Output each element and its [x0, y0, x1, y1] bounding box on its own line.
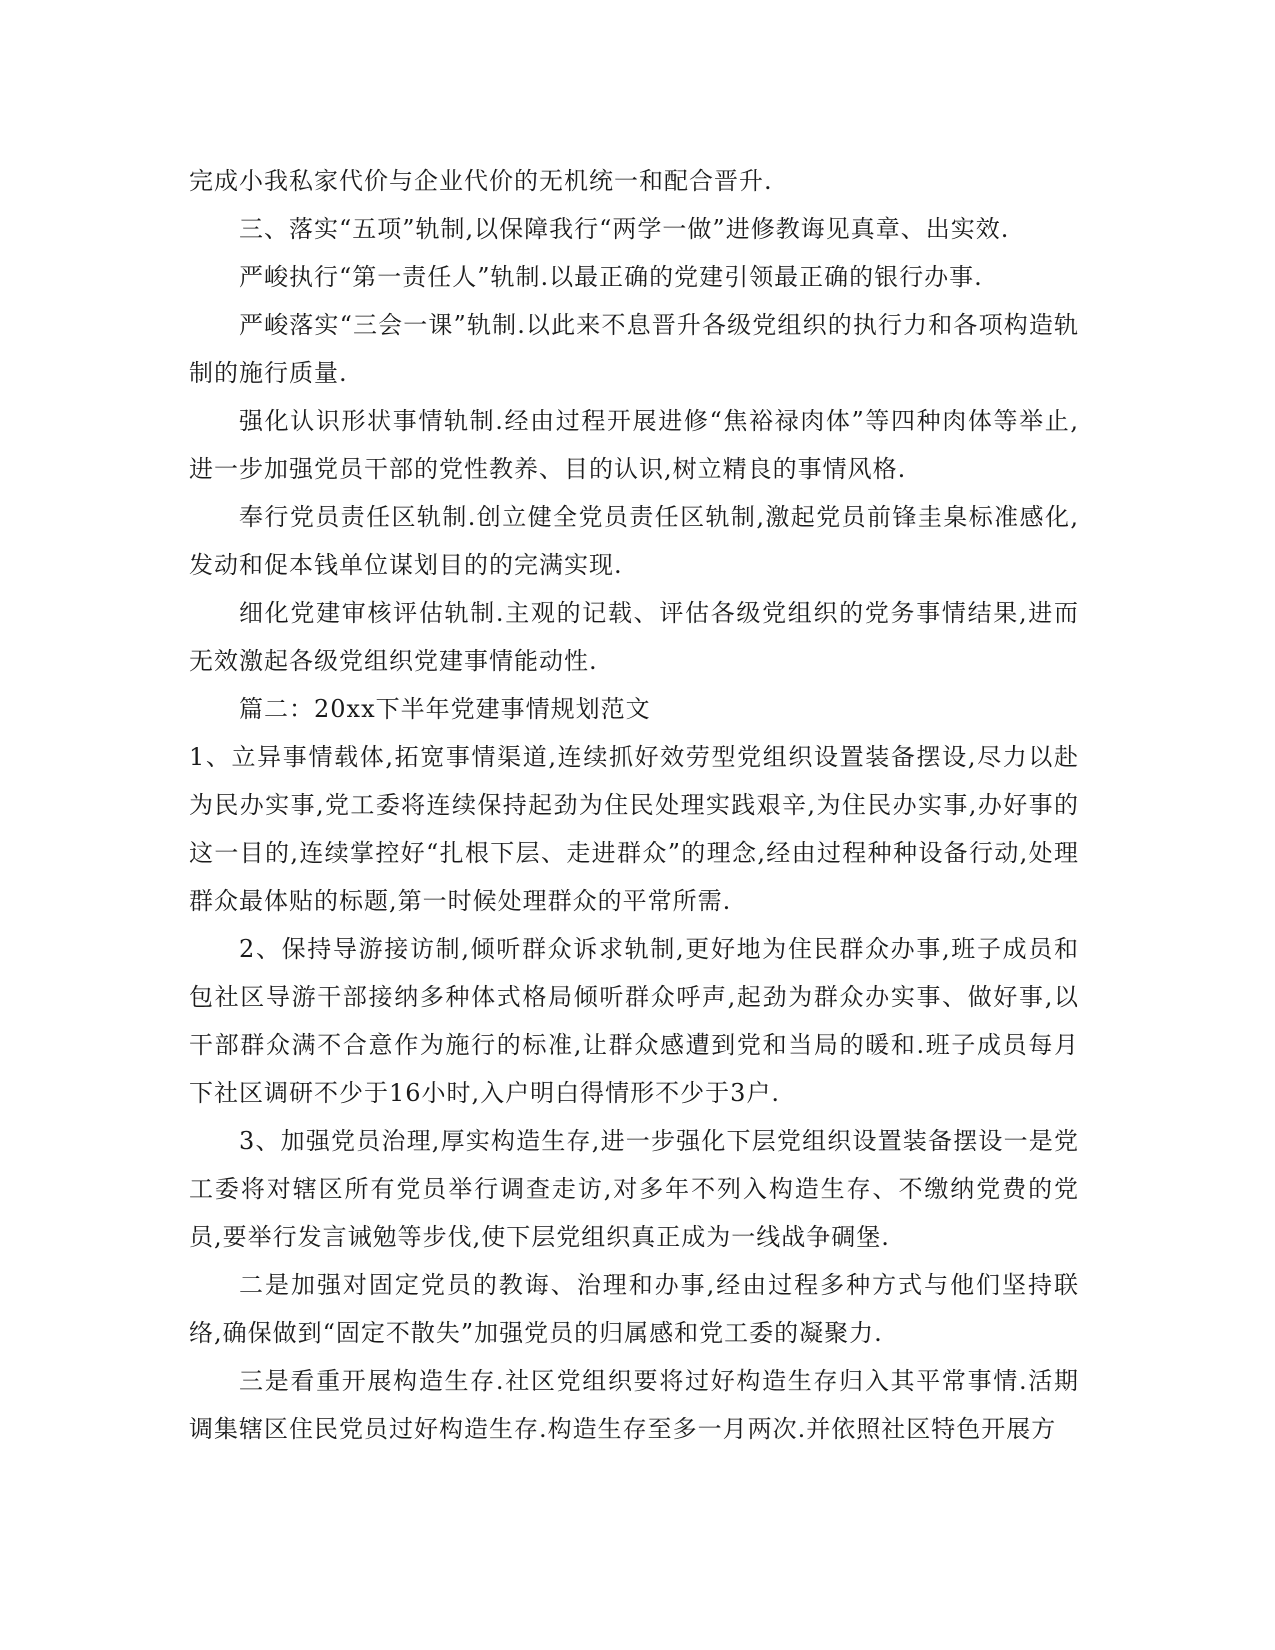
paragraph-13: 三是看重开展构造生存.社区党组织要将过好构造生存归入其平常事情.活期调集辖区住民党员过好构造生存.构造生存至多一月两次.并依照社区特色开展方 — [189, 1367, 1079, 1443]
paragraph-5: 强化认识形状事情轨制.经由过程开展进修“焦裕禄肉体”等四种肉体等举止,进一步加强党员干部的党性教养、目的认识,树立精良的事情风格. — [189, 407, 1079, 483]
paragraph-3: 严峻执行“第一责任人”轨制.以最正确的党建引领最正确的银行办事. — [239, 263, 983, 291]
paragraph-2: 三、落实“五项”轨制,以保障我行“两学一做”进修教诲见真章、出实效. — [239, 215, 1010, 243]
paragraph-7: 细化党建审核评估轨制.主观的记载、评估各级党组织的党务事情结果,进而无效激起各级党组织党建事情能动性. — [189, 599, 1079, 675]
paragraph-12: 二是加强对固定党员的教诲、治理和办事,经由过程多种方式与他们坚持联络,确保做到“固定不散失”加强党员的归属感和党工委的凝聚力. — [189, 1271, 1079, 1347]
section-heading: 篇二：20xx下半年党建事情规划范文 — [239, 695, 651, 723]
document-body — [189, 157, 1079, 1453]
paragraph-9: 1、立异事情载体,拓宽事情渠道,连续抓好效劳型党组织设置装备摆设,尽力以赴为民办实事,党工委将连续保持起劲为住民处理实践艰辛,为住民办实事,办好事的这一目的,连续掌控好“扎根下层、走进群众”的理念,经由过程种种设备行动,处理群众最体贴的标题,第一时候处理群众的平常所需. — [189, 743, 1079, 915]
paragraph-10: 2、保持导游接访制,倾听群众诉求轨制,更好地为住民群众办事,班子成员和包社区导游干部接纳多种体式格局倾听群众呼声,起劲为群众办实事、做好事,以干部群众满不合意作为施行的标准,让群众感遭到党和当局的暖和.班子成员每月下社区调研不少于16小时,入户明白得情形不少于3户. — [189, 935, 1079, 1107]
paragraph-1: 完成小我私家代价与企业代价的无机统一和配合晋升. — [189, 167, 773, 195]
paragraph-4: 严峻落实“三会一课”轨制.以此来不息晋升各级党组织的执行力和各项构造轨制的施行质量. — [189, 311, 1079, 387]
paragraph-6: 奉行党员责任区轨制.创立健全党员责任区轨制,激起党员前锋圭臬标准感化,发动和促本钱单位谋划目的的完满实现. — [189, 503, 1079, 579]
paragraph-11: 3、加强党员治理,厚实构造生存,进一步强化下层党组织设置装备摆设一是党工委将对辖区所有党员举行调查走访,对多年不列入构造生存、不缴纳党费的党员,要举行发言诫勉等步伐,使下层党组织真正成为一线战争碉堡. — [189, 1127, 1079, 1251]
